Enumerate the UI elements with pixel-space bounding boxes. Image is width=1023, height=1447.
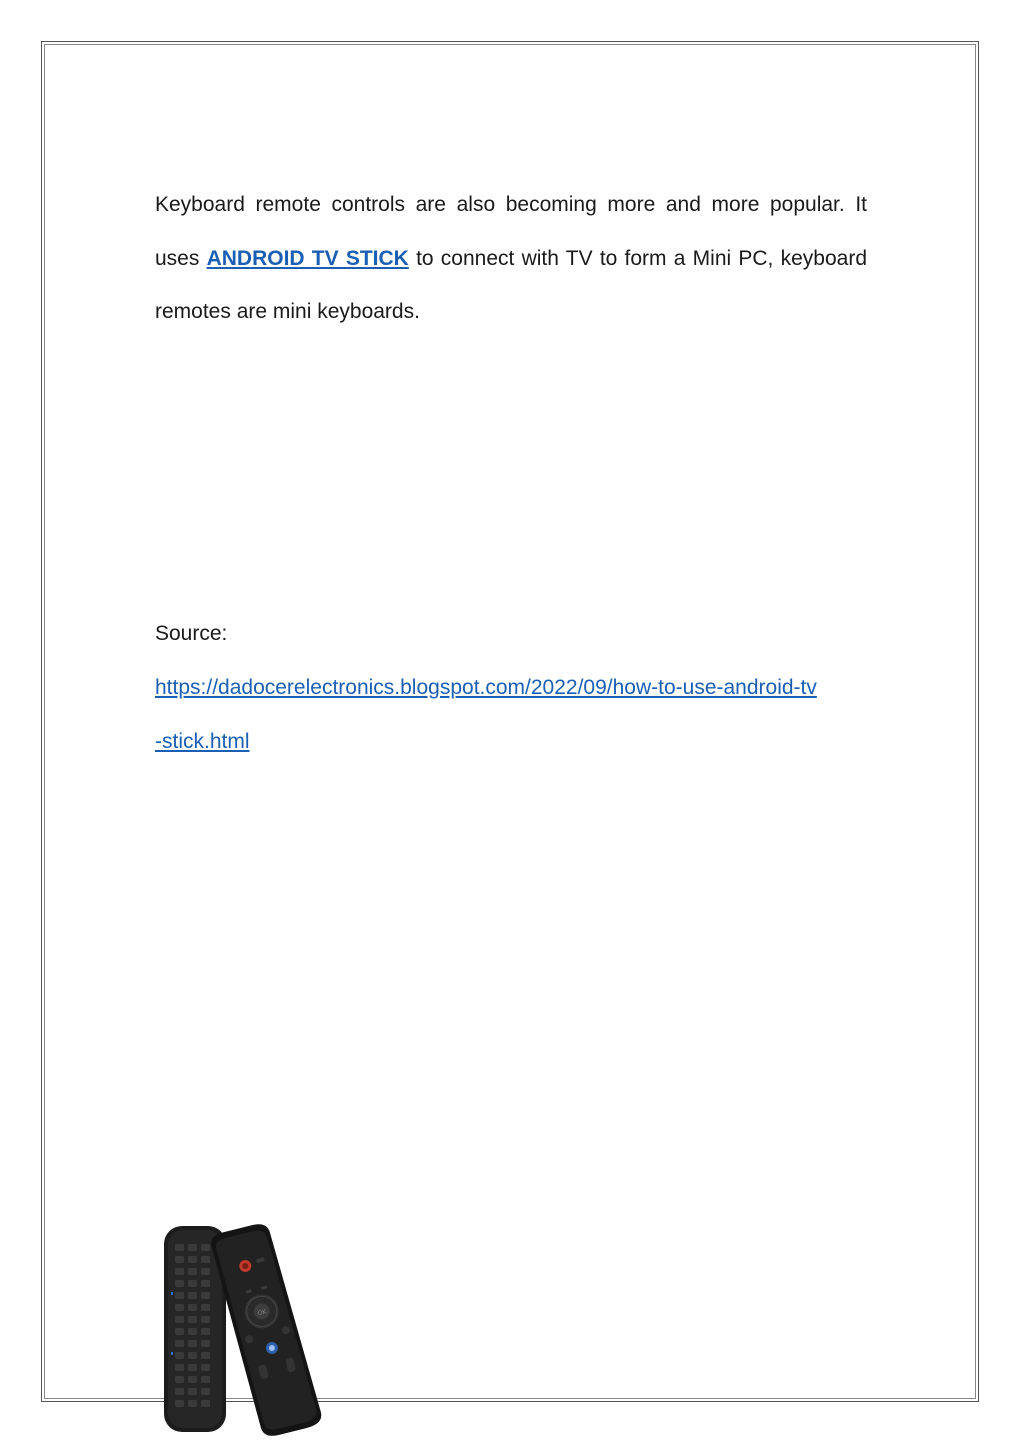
svg-text:OK: OK xyxy=(257,1308,268,1318)
android-tv-stick-link[interactable]: ANDROID TV STICK xyxy=(206,246,409,270)
source-url-link[interactable] xyxy=(155,661,867,768)
paragraph-line-3: remotes are mini keyboards. xyxy=(155,300,420,323)
paragraph-line-2-after: to connect with TV to form a Mini PC, keyboard xyxy=(408,246,867,270)
source-url-line-2: -stick.html xyxy=(155,729,250,753)
paragraph-line-2-before: uses xyxy=(155,246,207,270)
keyboard-remote-icon xyxy=(150,1222,330,1437)
source-label: Source: xyxy=(155,622,228,645)
body-paragraph xyxy=(155,178,867,339)
paragraph-line-1: Keyboard remote controls are also becoming more and more popular. It xyxy=(155,193,867,216)
source-url-line-1: https://dadocerelectronics.blogspot.com/2022/09/how-to-use-android-tv xyxy=(155,676,817,699)
paragraph-line-2 xyxy=(155,232,867,286)
